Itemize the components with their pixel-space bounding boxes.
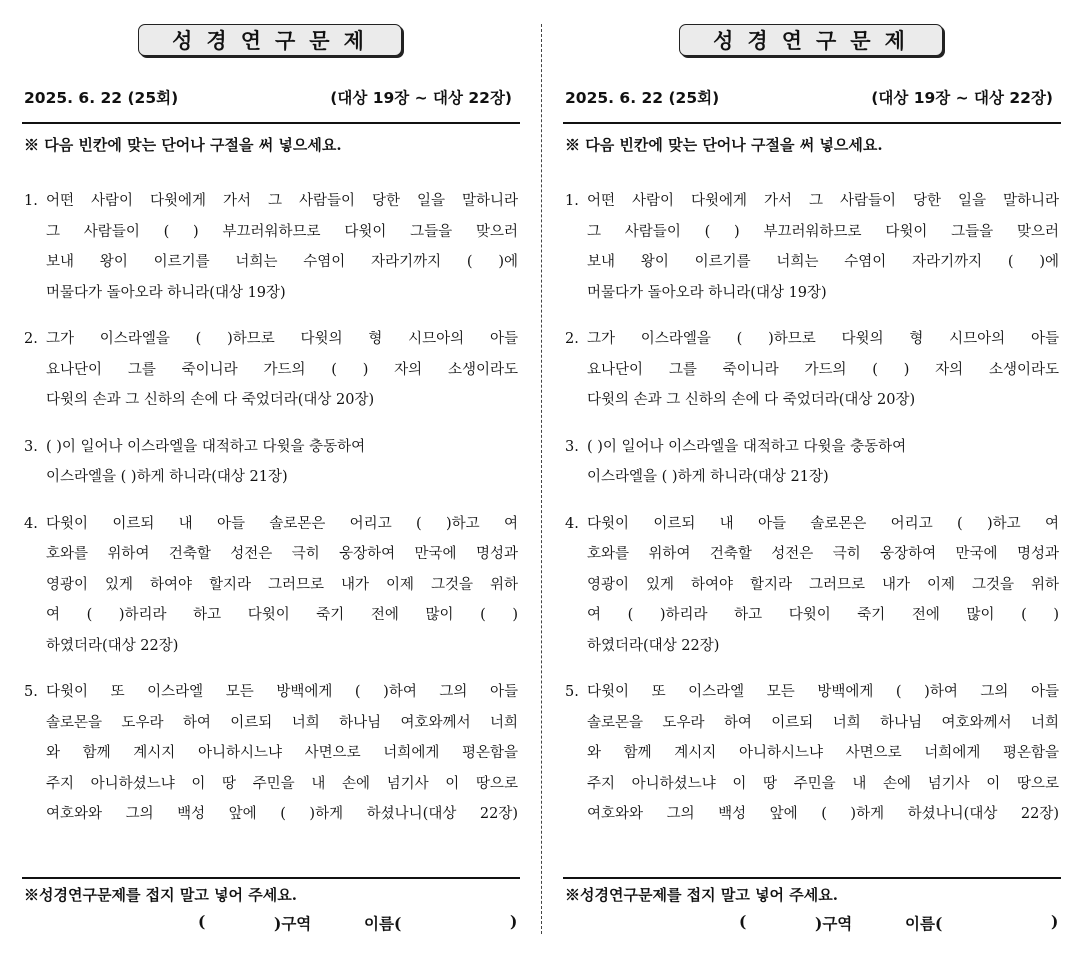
question-number: 5. bbox=[565, 684, 579, 700]
question-line: 여호와와 그의 백성 앞에 ( )하게 하셨나니(대상 22장) bbox=[46, 806, 518, 822]
question-line: 다윗이 이르되 내 아들 솔로몬은 어리고 ( )하고 여 bbox=[46, 515, 518, 532]
chapter-range: (대상 19장 ~ 대상 22장) bbox=[330, 89, 512, 107]
session-date: 2025. 6. 22 (25회) bbox=[565, 89, 720, 107]
question-line: 다윗이 또 이스라엘 모든 방백에게 ( )하여 그의 아들 bbox=[587, 684, 1059, 700]
question-number: 5. bbox=[24, 684, 38, 700]
district-open: ( bbox=[739, 912, 747, 931]
question-number: 3. bbox=[24, 438, 38, 455]
question-line: 머물다가 돌아오라 하니라(대상 19장) bbox=[587, 284, 827, 301]
question-list bbox=[22, 186, 518, 846]
fold-divider bbox=[541, 24, 542, 934]
question-number: 3. bbox=[565, 438, 579, 455]
question-item bbox=[563, 186, 1059, 308]
name-close: ) bbox=[510, 912, 518, 931]
name-label: 이름( bbox=[905, 914, 943, 933]
worksheet-title: 성경연구문제 bbox=[679, 24, 943, 56]
question-number: 2. bbox=[24, 331, 38, 347]
question-number: 4. bbox=[565, 515, 579, 532]
question-line: ( )이 일어나 이스라엘을 대적하고 다윗을 충동하여 bbox=[46, 438, 366, 455]
question-line: 와 함께 계시지 아니하시느냐 사면으로 너희에게 평온함을 bbox=[46, 745, 518, 761]
header-rule bbox=[22, 122, 520, 124]
worksheet-header bbox=[22, 86, 518, 110]
worksheet-title: 성경연구문제 bbox=[138, 24, 402, 56]
question-line: 다윗의 손과 그 신하의 손에 다 죽었더라(대상 20장) bbox=[587, 392, 916, 408]
worksheet-right bbox=[563, 0, 1063, 973]
question-item bbox=[563, 432, 1059, 493]
question-number: 1. bbox=[565, 193, 579, 209]
question-line: 솔로몬을 도우라 하여 이르되 너희 하나님 여호와께서 너희 bbox=[46, 714, 518, 731]
question-line: 어떤 사람이 다윗에게 가서 그 사람들이 당한 일을 말하니라 bbox=[587, 193, 1059, 209]
question-line: 여 ( )하리라 하고 다윗이 죽기 전에 많이 ( ) bbox=[587, 607, 1059, 623]
question-item bbox=[22, 186, 518, 308]
question-item bbox=[563, 677, 1059, 830]
name-label: 이름( bbox=[364, 914, 402, 933]
question-line: 보내 왕이 이르기를 너희는 수염이 자라기까지 ( )에 bbox=[587, 254, 1059, 270]
question-item bbox=[22, 324, 518, 416]
question-item bbox=[22, 432, 518, 493]
footer-rule bbox=[22, 877, 520, 879]
footer-rule bbox=[563, 877, 1061, 879]
question-line: 여호와와 그의 백성 앞에 ( )하게 하셨나니(대상 22장) bbox=[587, 806, 1059, 822]
question-line: 호와를 위하여 건축할 성전은 극히 웅장하여 만국에 명성과 bbox=[46, 546, 518, 562]
question-line: 그가 이스라엘을 ( )하므로 다윗의 형 시므아의 아들 bbox=[587, 331, 1059, 347]
footer-note: ※성경연구문제를 접지 말고 넣어 주세요. bbox=[24, 886, 297, 904]
question-line: ( )이 일어나 이스라엘을 대적하고 다윗을 충동하여 bbox=[587, 438, 907, 455]
question-line: 하였더라(대상 22장) bbox=[587, 637, 720, 654]
question-number: 2. bbox=[565, 331, 579, 347]
question-line: 보내 왕이 이르기를 너희는 수염이 자라기까지 ( )에 bbox=[46, 254, 518, 270]
footer-note: ※성경연구문제를 접지 말고 넣어 주세요. bbox=[565, 886, 838, 904]
question-line: 어떤 사람이 다윗에게 가서 그 사람들이 당한 일을 말하니라 bbox=[46, 193, 518, 209]
question-line: 그가 이스라엘을 ( )하므로 다윗의 형 시므아의 아들 bbox=[46, 331, 518, 347]
question-line: 주지 아니하셨느냐 이 땅 주민을 내 손에 넘기사 이 땅으로 bbox=[46, 775, 518, 792]
instruction-text: ※ 다음 빈칸에 맞는 단어나 구절을 써 넣으세요. bbox=[24, 136, 342, 154]
question-line: 이스라엘을 ( )하게 하니라(대상 21장) bbox=[587, 469, 829, 485]
question-line: 다윗이 또 이스라엘 모든 방백에게 ( )하여 그의 아들 bbox=[46, 684, 518, 700]
worksheet-left bbox=[22, 0, 522, 973]
name-close: ) bbox=[1051, 912, 1059, 931]
session-date: 2025. 6. 22 (25회) bbox=[24, 89, 179, 107]
chapter-range: (대상 19장 ~ 대상 22장) bbox=[871, 89, 1053, 107]
question-item bbox=[22, 509, 518, 662]
question-line: 하였더라(대상 22장) bbox=[46, 637, 179, 654]
question-list bbox=[563, 186, 1059, 846]
question-line: 이스라엘을 ( )하게 하니라(대상 21장) bbox=[46, 469, 288, 485]
question-line: 그 사람들이 ( ) 부끄러워하므로 다윗이 그들을 맞으러 bbox=[46, 223, 518, 240]
question-line: 여 ( )하리라 하고 다윗이 죽기 전에 많이 ( ) bbox=[46, 607, 518, 623]
district-label: )구역 bbox=[274, 914, 312, 933]
question-line: 머물다가 돌아오라 하니라(대상 19장) bbox=[46, 284, 286, 301]
district-open: ( bbox=[198, 912, 206, 931]
question-number: 1. bbox=[24, 193, 38, 209]
question-line: 와 함께 계시지 아니하시느냐 사면으로 너희에게 평온함을 bbox=[587, 745, 1059, 761]
district-label: )구역 bbox=[815, 914, 853, 933]
question-item bbox=[22, 677, 518, 830]
question-line: 영광이 있게 하여야 할지라 그러므로 내가 이제 그것을 위하 bbox=[587, 576, 1059, 593]
instruction-text: ※ 다음 빈칸에 맞는 단어나 구절을 써 넣으세요. bbox=[565, 136, 883, 154]
question-line: 영광이 있게 하여야 할지라 그러므로 내가 이제 그것을 위하 bbox=[46, 576, 518, 593]
question-line: 그 사람들이 ( ) 부끄러워하므로 다윗이 그들을 맞으러 bbox=[587, 223, 1059, 240]
worksheet-header bbox=[563, 86, 1059, 110]
question-item bbox=[563, 509, 1059, 662]
question-line: 요나단이 그를 죽이니라 가드의 ( ) 자의 소생이라도 bbox=[46, 361, 518, 378]
question-line: 주지 아니하셨느냐 이 땅 주민을 내 손에 넘기사 이 땅으로 bbox=[587, 775, 1059, 792]
question-line: 다윗이 이르되 내 아들 솔로몬은 어리고 ( )하고 여 bbox=[587, 515, 1059, 532]
header-rule bbox=[563, 122, 1061, 124]
question-line: 다윗의 손과 그 신하의 손에 다 죽었더라(대상 20장) bbox=[46, 392, 375, 408]
question-line: 요나단이 그를 죽이니라 가드의 ( ) 자의 소생이라도 bbox=[587, 361, 1059, 378]
question-item bbox=[563, 324, 1059, 416]
question-line: 호와를 위하여 건축할 성전은 극히 웅장하여 만국에 명성과 bbox=[587, 546, 1059, 562]
question-line: 솔로몬을 도우라 하여 이르되 너희 하나님 여호와께서 너희 bbox=[587, 714, 1059, 731]
question-number: 4. bbox=[24, 515, 38, 532]
